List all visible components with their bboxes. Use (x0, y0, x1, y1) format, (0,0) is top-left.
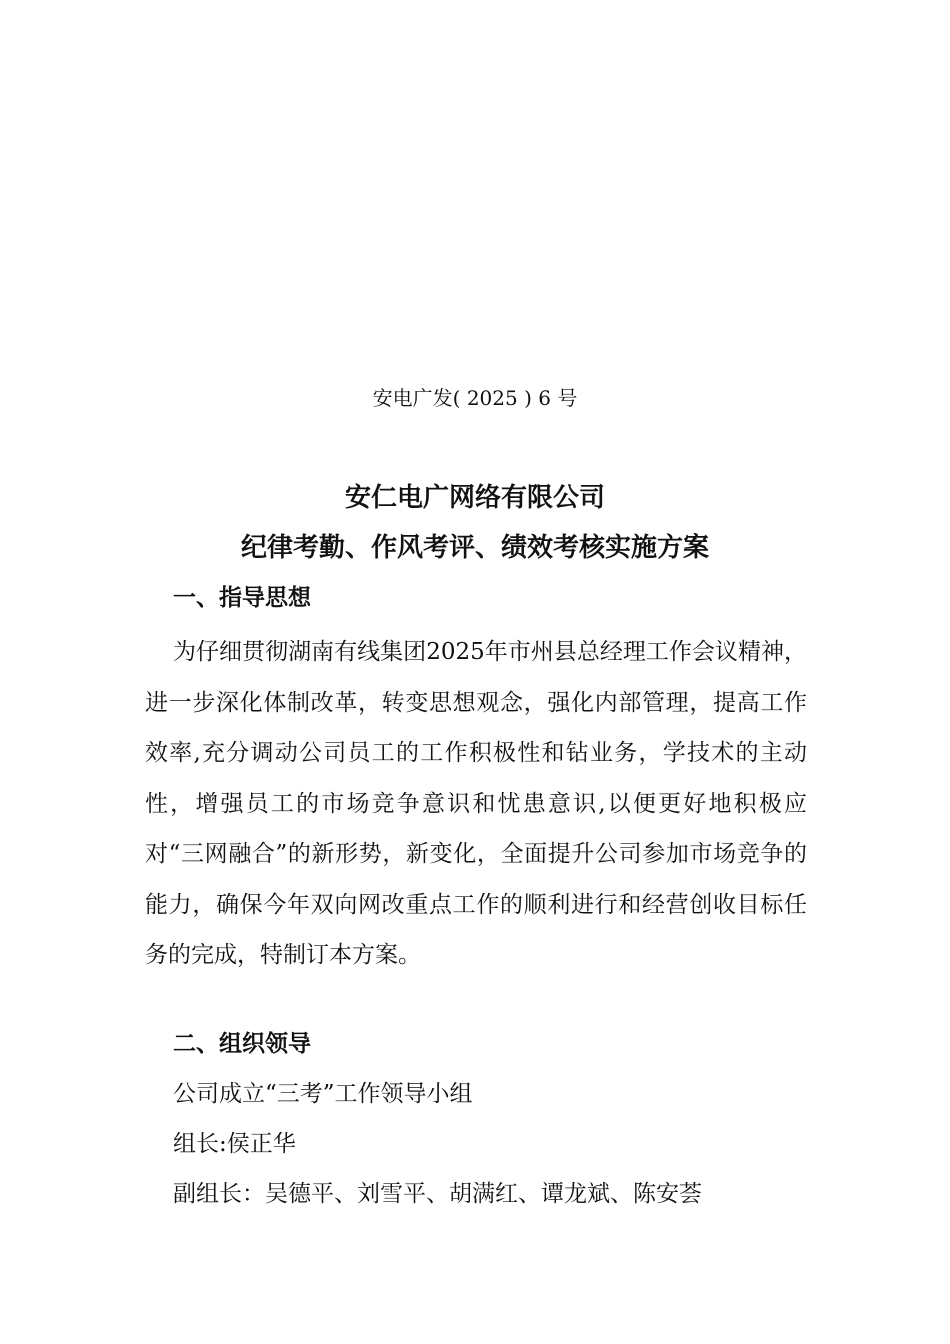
document-number: 安电广发( 2025 ) 6 号 (372, 386, 578, 410)
document-title-company: 安仁电广网络有限公司 (344, 483, 605, 513)
section-heading-organization: 二、组织领导 (173, 1031, 311, 1057)
organization-deputy-leaders: 副组长：吴德平、刘雪平、胡满红、谭龙斌、陈安荟 (173, 1181, 702, 1207)
organization-statement: 公司成立“三考”工作领导小组 (173, 1081, 473, 1107)
section-heading-guiding-ideology: 一、指导思想 (173, 585, 311, 611)
section-paragraph-guiding-ideology: 为仔细贯彻湖南有线集团2025年市州县总经理工作会议精神，进一步深化体制改革，转变思想观念，强化内部管理，提高工作效率,充分调动公司员工的工作积极性和钻业务，学技术的主动性，增强员工的市场竞争意识和忧患意识,以便更好地积极应对“三网融合”的新形势，新变化，全面提升公司参加市场竞争的能力，确保今年双向网改重点工作的顺利进行和经营创收目标任务的完成，特制订本方案。 (145, 639, 807, 968)
document-title-plan: 纪律考勤、作风考评、绩效考核实施方案 (240, 533, 709, 563)
organization-leader: 组长:侯正华 (173, 1131, 296, 1157)
